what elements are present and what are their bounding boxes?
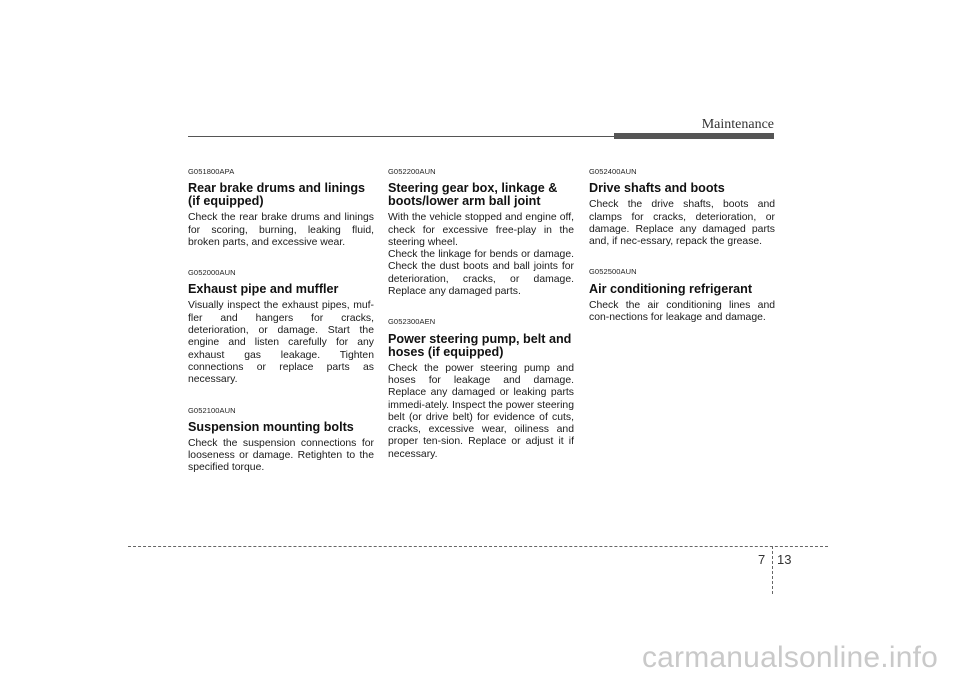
section-heading: Suspension mounting bolts bbox=[188, 419, 354, 434]
section-body: Check the suspension connections for looseness or damage. Retighten to the specified torque. bbox=[188, 437, 374, 474]
watermark: carmanualsonline.info bbox=[641, 641, 938, 674]
section-body: Check the drive shafts, boots and clamps for cracks, deterioration, or damage. Replace any damaged parts and, if nec-essary, repack the grease. bbox=[589, 199, 775, 248]
section-code: G052200AUN bbox=[388, 167, 436, 176]
section-power-steering bbox=[388, 316, 574, 461]
chapter-title: Maintenance bbox=[701, 117, 774, 132]
section-rear-brake-drums bbox=[188, 166, 374, 249]
section-heading: Air conditioning refrigerant bbox=[589, 281, 753, 296]
section-heading: Steering gear box, linkage & boots/lower arm ball joint bbox=[388, 181, 558, 209]
column-3 bbox=[589, 166, 775, 342]
section-body: Check the power steering pump and hoses for leakage and damage. Replace any damaged or leaking parts immedi-ately. Inspect the power steering belt (or drive belt) for evidence of cuts, cracks, excessive wear, oiliness and proper ten-sion. Replace or adjust it if necessary. bbox=[388, 362, 574, 460]
section-code: G052400AUN bbox=[589, 167, 637, 176]
section-heading: Power steering pump, belt and hoses (if equipped) bbox=[388, 331, 572, 359]
column-2 bbox=[388, 166, 574, 479]
section-body: With the vehicle stopped and engine off, check for excessive free-play in the steering wheel. Check the linkage for bends or damage. Check the dust boots and ball joints for deterioration, cracks, or damage. Replace any damaged parts. bbox=[388, 212, 574, 298]
section-code: G052100AUN bbox=[188, 405, 236, 415]
section-body: Check the air conditioning lines and con-nections for leakage and damage. bbox=[589, 299, 775, 324]
section-heading: Exhaust pipe and muffler bbox=[188, 282, 339, 297]
section-exhaust-pipe bbox=[188, 267, 374, 386]
page-chapter-number: 7 bbox=[758, 552, 766, 567]
page-number: 13 bbox=[777, 552, 792, 567]
section-body: Visually inspect the exhaust pipes, muf-fler and hangers for cracks, deterioration, or damage. Start the engine and listen carefully for any exhaust gas leakage. Tighten connections or replace parts as necessary. bbox=[188, 300, 374, 386]
section-heading: Drive shafts and boots bbox=[589, 181, 725, 196]
section-steering-gear bbox=[388, 166, 574, 298]
header-rule-accent bbox=[614, 133, 774, 139]
section-code: G051800APA bbox=[188, 167, 235, 176]
section-suspension-bolts bbox=[188, 405, 374, 475]
header-rule bbox=[188, 136, 614, 137]
section-ac-refrigerant bbox=[589, 266, 775, 324]
section-code: G052500AUN bbox=[589, 267, 637, 277]
section-code: G052000AUN bbox=[188, 268, 236, 278]
section-code: G052300AEN bbox=[388, 317, 436, 327]
column-1 bbox=[188, 166, 374, 493]
footer-divider bbox=[772, 546, 773, 594]
section-body: Check the rear brake drums and linings for scoring, burning, leaking fluid, broken parts, and excessive wear. bbox=[188, 212, 374, 248]
section-heading: Rear brake drums and linings (if equipped) bbox=[188, 181, 366, 209]
footer-rule bbox=[128, 546, 828, 547]
section-drive-shafts bbox=[589, 166, 775, 248]
